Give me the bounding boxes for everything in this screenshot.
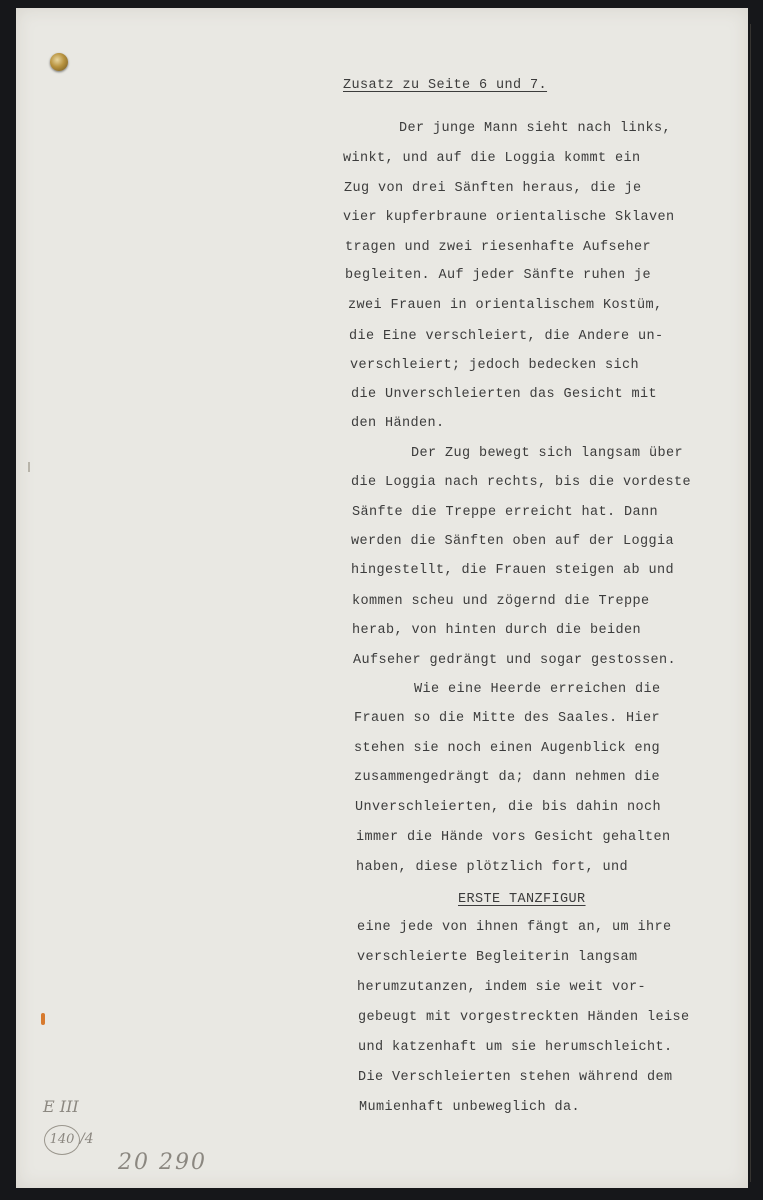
text-line: eine jede von ihnen fängt an, um ihre — [357, 920, 672, 935]
text-line: Der Zug bewegt sich langsam über — [411, 446, 684, 461]
orange-tab-mark — [41, 1013, 45, 1025]
text-line: Sänfte die Treppe erreicht hat. Dann — [352, 505, 659, 520]
text-line: herumzutanzen, indem sie weit vor- — [357, 980, 647, 995]
text-line: Mumienhaft unbeweglich da. — [359, 1100, 581, 1115]
text-line: zusammengedrängt da; dann nehmen die — [354, 770, 661, 785]
text-line: werden die Sänften oben auf der Loggia — [351, 534, 675, 549]
text-line: tragen und zwei riesenhafte Aufseher — [345, 240, 652, 255]
text-line: hingestellt, die Frauen steigen ab und — [351, 563, 675, 578]
text-line: Die Verschleierten stehen während dem — [358, 1070, 673, 1085]
text-line: Aufseher gedrängt und sogar gestossen. — [353, 653, 677, 668]
text-line: verschleiert; jedoch bedecken sich — [350, 358, 640, 373]
text-line: den Händen. — [351, 416, 445, 431]
archive-mark: E III — [43, 1097, 79, 1116]
text-line: gebeugt mit vorgestreckten Händen leise — [358, 1010, 690, 1025]
text-line: herab, von hinten durch die beiden — [352, 623, 642, 638]
brass-fastener — [50, 53, 68, 71]
inventory-number: 20 290 — [118, 1150, 207, 1175]
circled-number: 140 — [44, 1125, 80, 1155]
text-line: haben, diese plötzlich fort, und — [356, 860, 629, 875]
text-line: Wie eine Heerde erreichen die — [414, 682, 661, 697]
text-line: und katzenhaft um sie herumschleicht. — [358, 1040, 673, 1055]
text-line: Der junge Mann sieht nach links, — [399, 121, 672, 136]
circled-number-suffix: /4 — [80, 1131, 94, 1147]
page-heading: Zusatz zu Seite 6 und 7. — [343, 78, 548, 93]
text-line: begleiten. Auf jeder Sänfte ruhen je — [345, 268, 652, 283]
section-subheading: ERSTE TANZFIGUR — [458, 892, 586, 907]
text-line: verschleierte Begleiterin langsam — [357, 950, 638, 965]
text-line: kommen scheu und zögernd die Treppe — [352, 594, 650, 609]
text-line: die Loggia nach rechts, bis die vordeste — [351, 475, 692, 490]
text-line: immer die Hände vors Gesicht gehalten — [356, 830, 671, 845]
text-line: Zug von drei Sänften heraus, die je — [344, 181, 642, 196]
text-line: Frauen so die Mitte des Saales. Hier — [354, 711, 661, 726]
text-line: stehen sie noch einen Augenblick eng — [354, 741, 661, 756]
text-line: winkt, und auf die Loggia kommt ein — [343, 151, 641, 166]
text-line: die Unverschleierten das Gesicht mit — [351, 387, 658, 402]
text-line: die Eine verschleiert, die Andere un- — [349, 329, 664, 344]
text-line: vier kupferbraune orientalische Sklaven — [343, 210, 675, 225]
paper-blemish — [28, 462, 30, 472]
text-line: zwei Frauen in orientalischem Kostüm, — [348, 298, 663, 313]
text-line: Unverschleierten, die bis dahin noch — [355, 800, 662, 815]
